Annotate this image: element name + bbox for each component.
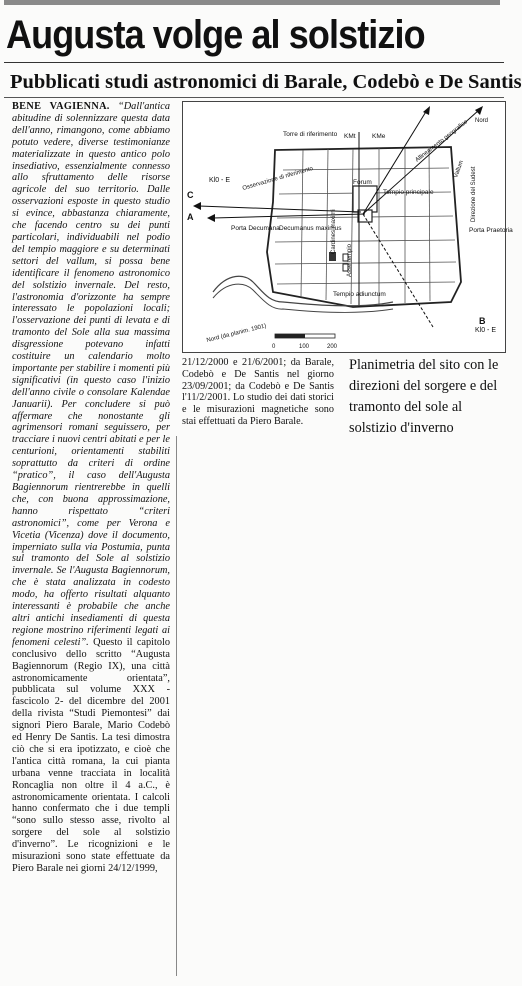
site-plan-drawing [183,102,513,352]
label-scale-note: Nord (da planim. 1901) [206,323,268,344]
label-nord: Nord [475,118,489,124]
label-vallum: Vallum [453,159,466,179]
label-scale-0: 0 [272,344,276,350]
dateline: BENE VAGIENNA. [12,101,110,112]
headline-rule [4,62,504,63]
label-tempio: Tempio principale [383,189,434,196]
label-a: A [187,212,194,222]
arrow-icon [423,106,430,115]
label-porta-decumana: Porta Decumana [231,225,280,232]
label-decumanus: Decumanus maximus [279,225,342,232]
column-rule [176,436,177,976]
label-osservazione: Osservazione di riferimento [241,166,314,192]
arrow-icon [475,106,483,115]
headline: Augusta volge al solstizio [6,13,425,57]
scale-bar-fill [275,334,305,338]
label-porta-praetoria: Porta Praetoria [469,227,513,234]
label-b: B [479,316,486,326]
label-km2: KMe [372,133,386,140]
label-direzione: Direzione del Sudest [471,166,477,222]
label-angle: Kl0 - E [209,177,231,184]
label-km1: KMt [344,133,356,140]
arrow-icon [193,202,201,210]
subtitle-rule [4,97,504,98]
map-caption: Planimetria del sito con le direzioni del sorgere e del tramonto del sole al solstizio d'inverno [349,357,499,436]
label-forum: Forum [353,179,372,186]
forum-block [353,186,377,212]
label-asse: Asse tempio [347,243,353,277]
body-text: Questo il capitolo conclusivo dello scritto “Augusta Bagiennorum (Regio IX), una città astronomicamente orientata”, pubblicata sul volume XXX -fascicolo 2- del dicembre del 2001 della rivista “Studi Piemontesi” dai signori Piero Barale, Mario Codebò ed Henry De Santis. La tesi dimostra ciò che si era ipotizzato, e cioè che l'antica città romana, la cui pianta urbana venne tracciata in località Roncaglia non oltre il 4 a.C., è astronomicamente orientata. I calcoli hanno confermato che i due templi “sono sullo stesso asse, rivolto al sorgere del sole al solstizio d'inverno”. Le ricognizioni e le misurazioni sono state effettuate da Piero Barale nei giorni 24/12/1999, [12,636,171,874]
article-paragraph [12,101,170,875]
arrow-icon [207,214,215,222]
subtitle: Pubblicati studi astronomici di Barale, Codebò e De Santis [10,71,522,93]
site-map [182,101,513,353]
label-cardines: Cardines maximi [331,209,337,254]
article-body [12,101,170,875]
label-scale-100: 100 [299,344,310,350]
solstice-axis [363,214,433,327]
label-tempio-ad: Tempio adiunctum [333,291,386,298]
label-torre: Torre di riferimento [283,131,338,138]
label-angle-b: Kl0 - E [475,327,497,334]
top-bar [4,0,500,5]
label-scale-200: 200 [327,344,338,350]
label-allineamento: Allineamento geografico [414,119,469,164]
lead-quote: “Dall'antica abitudine di solennizzare questa data dell'anno, rimangono, come abbiamo potuto vedere, diverse testimonianze materializzate in questo antico polo insediativo, essenzialmente connesso allo sfruttamento delle risorse agricole del suo territorio. Dalle osservazioni esposte in questo studio si evince, abbastanza chiaramente, che facendo centro su dei punti particolari, individuabili nel podio del tempio maggiore e su determinati settori del vallum, si possa bene identificare il fenomeno astronomico del solstizio invernale. Del resto, l'astronomia d'orizzonte ha sempre interessato le popolazioni locali; l'osservazione dei punti di levata e di tramonto del Sole alla sua massima disgressione potevano infatti costituire un calendario molto importante per stabilire i momenti più significativi (in questo caso l'inizio dell'anno civile o consolare Kalendae Januarii). Per concludere si può affermare che nonostante gli agrimensori romani seguissero, per tracciare i nuovi centri abitati e per le centurioni, orientamenti stabiliti soprattutto da criteri di ordine “pratico”, il caso dell'Augusta Bagiennorum rientrerebbe in quelli che, con buona approssimazione, hanno rispettato “criteri astronomici”, come per Verona e Vicetia (Vicenza) dove il documento, imperniato sulla via Postumia, punta sul tramonto del Sole al solstizio invernale. Se l'Augusta Bagiennorum, che è stata analizzata in codesto modo, ha offerto risultati alquanto interessanti è probabile che anche altri antichi insediamenti di questa regione mostrino riferimenti legati ai fenomeni celesti”. [12,101,170,648]
label-c: C [187,190,194,200]
continuation-text: 21/12/2000 e 21/6/2001; da Barale, Codebò e De Santis nel giorno 23/09/2001; da Codebò e De Santis l'11/2/2001. Lo studio dei dati storici e le misurazioni magnetiche sono stai effettuati da Piero Barale. [182,357,334,427]
